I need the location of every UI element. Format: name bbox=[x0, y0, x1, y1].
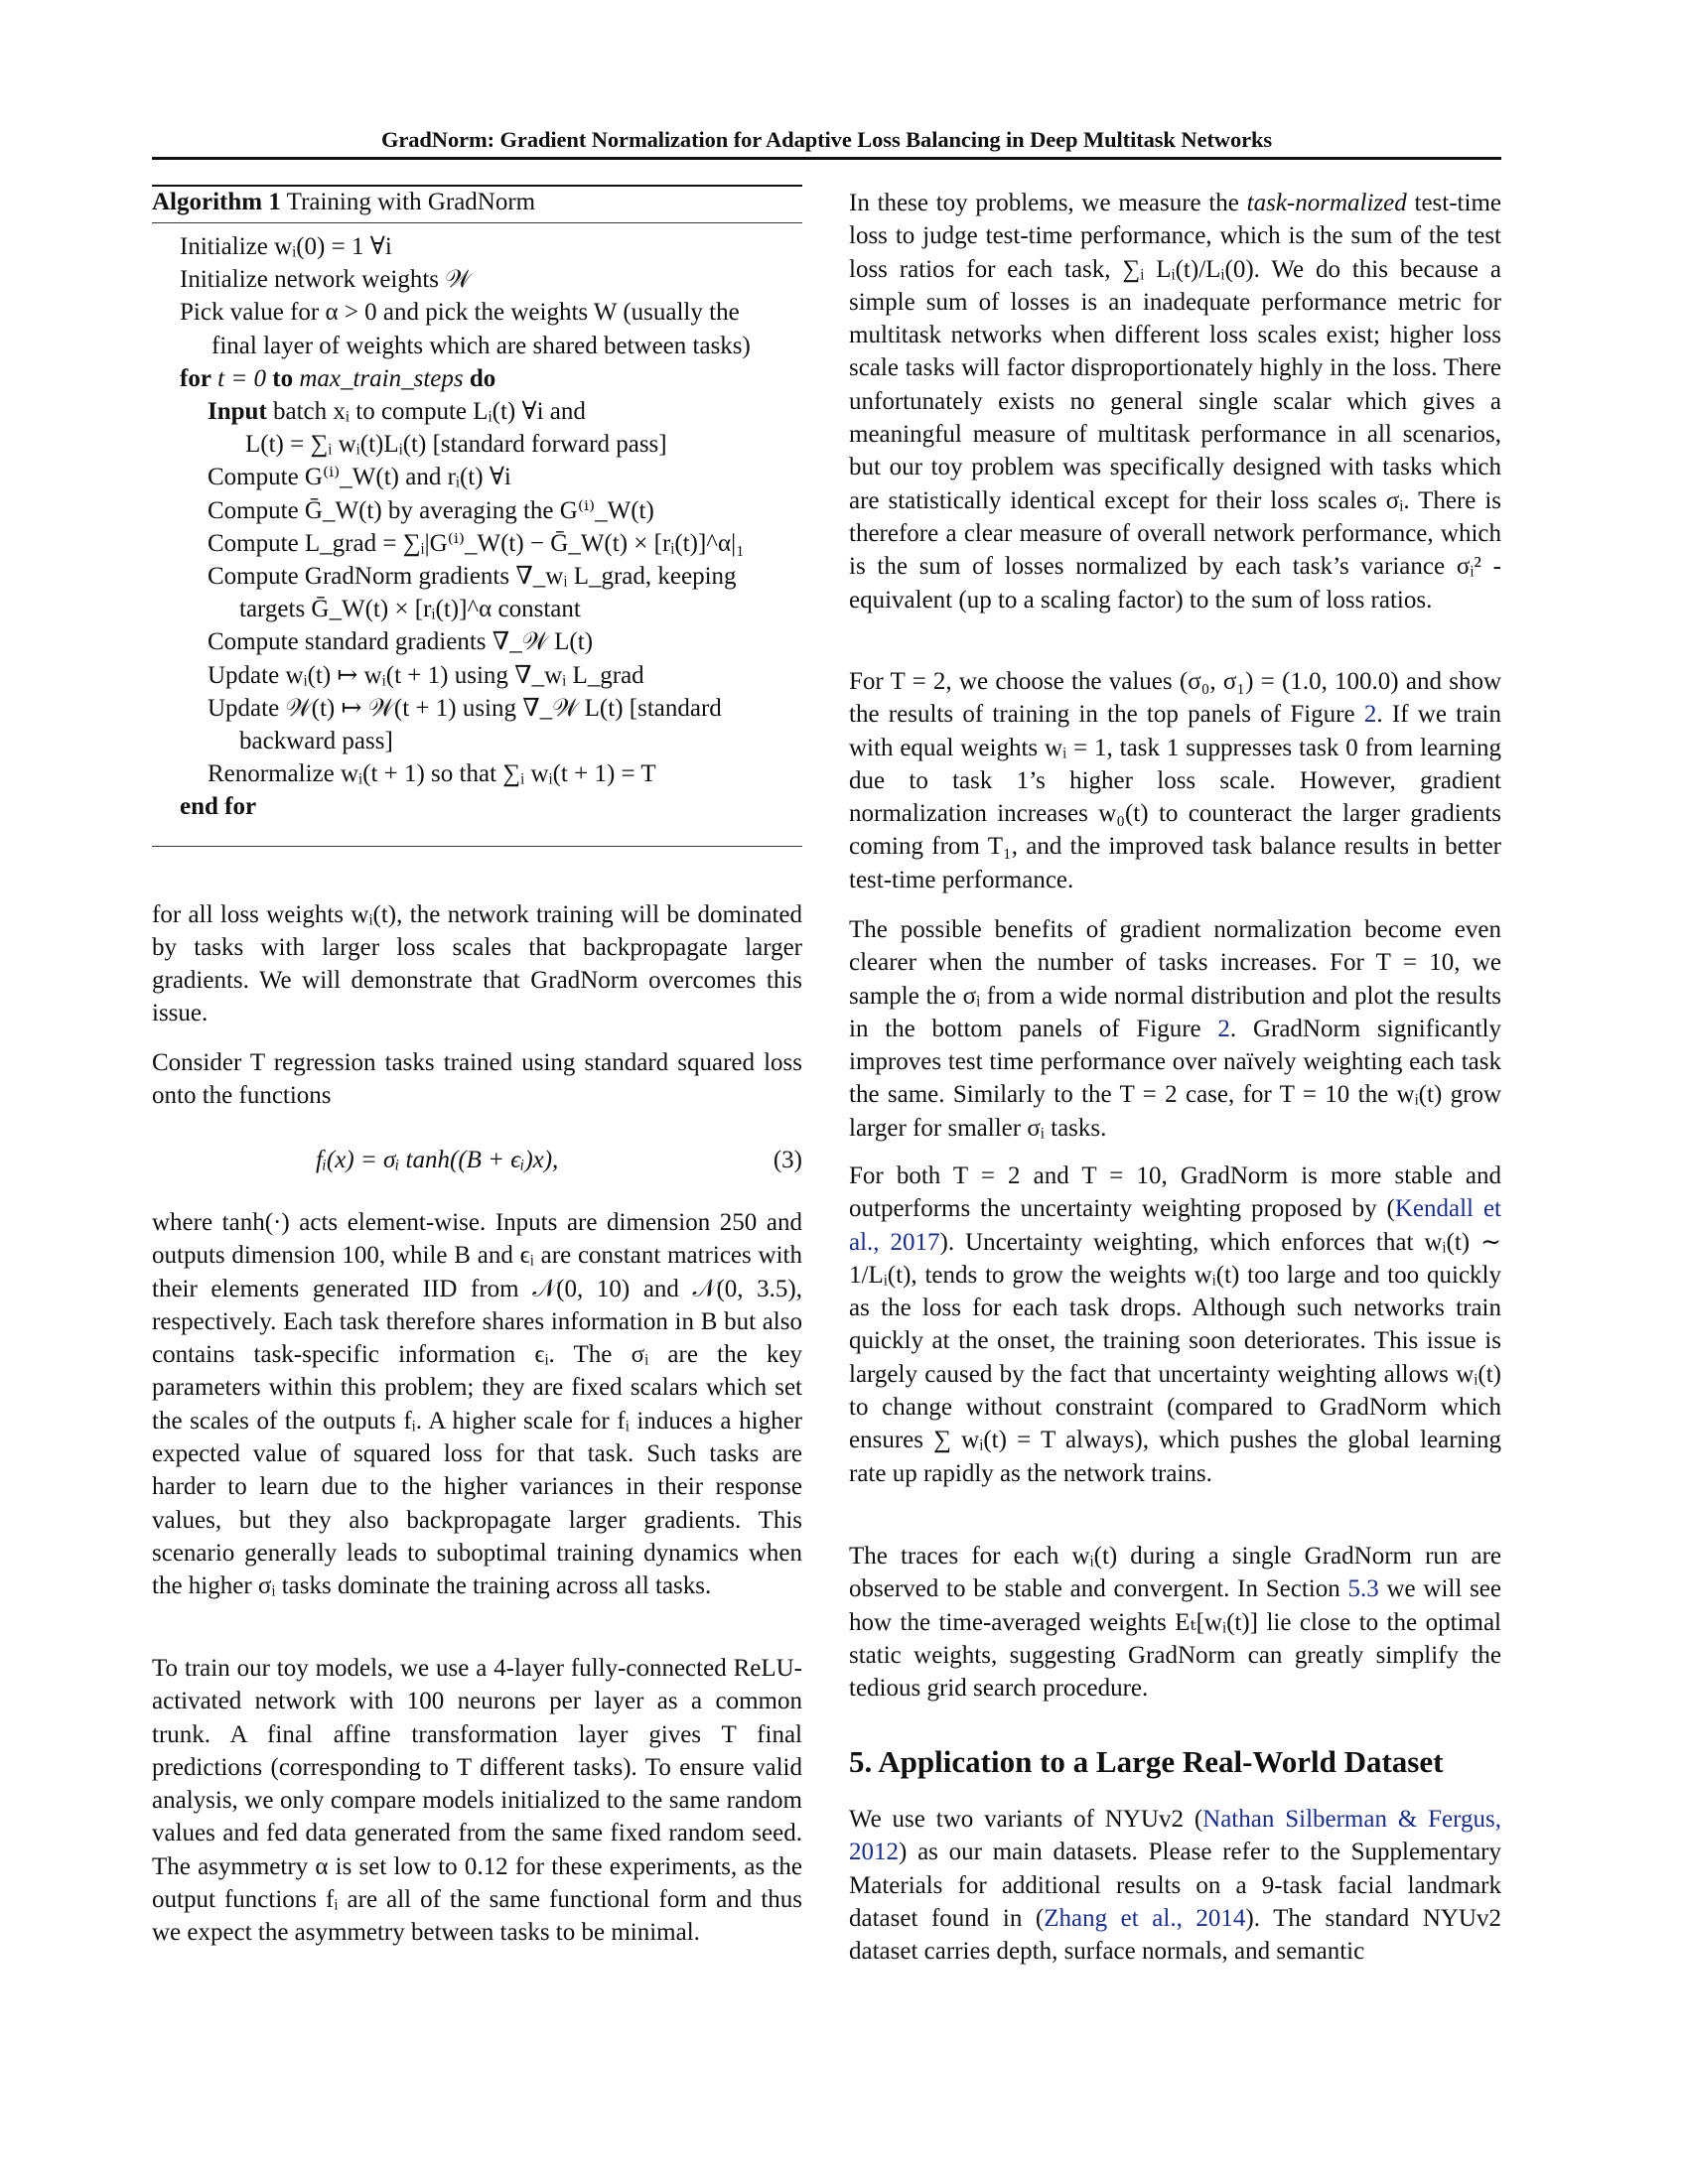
header-rule bbox=[152, 157, 1501, 160]
equation-3 bbox=[152, 1147, 802, 1180]
algorithm-expr: t = 0 bbox=[217, 364, 266, 392]
algorithm-bottom-rule bbox=[152, 846, 802, 847]
equation-number: (3) bbox=[773, 1147, 802, 1173]
body-paragraph: Consider T regression tasks trained using standard squared loss onto the functions bbox=[152, 1049, 802, 1109]
text-run: ). Uncertainty weighting, which enforces that wᵢ(t) ∼ 1/Lᵢ(t), tends to grow the weights wᵢ(t) too large and too quickly as the loss for each task drops. Although such networks train quickly at the onset, the training soon deteriorates. This issue is largely caused by the fact that uncertainty weighting allows wᵢ(t) to change without constraint (compared to GradNorm which ensures ∑ wᵢ(t) = T always), which pushes the global learning rate up rapidly as the network trains. bbox=[849, 1228, 1501, 1487]
section-link[interactable]: 5.3 bbox=[1347, 1575, 1379, 1603]
running-title: GradNorm: Gradient Normalization for Adaptive Loss Balancing in Deep Multitask Networks bbox=[380, 127, 1273, 152]
text-run: For both T = 2 and T = 10, GradNorm is more stable and outperforms the uncertainty weighting proposed by ( bbox=[849, 1162, 1501, 1223]
text-run: For T = 2, we choose the values (σ₀, σ₁) = (1.0, 100.0) and show the results of training in the top panels of Figure bbox=[849, 668, 1501, 729]
algorithm-line: Compute L_grad = ∑ᵢ|G⁽ⁱ⁾_W(t) − Ḡ_W(t) × [rᵢ(t)]^α|₁ bbox=[208, 529, 745, 557]
section-heading: 5. Application to a Large Real-World Dataset bbox=[849, 1744, 1444, 1779]
equation-body: fᵢ(x) = σᵢ tanh((B + ϵᵢ)x), bbox=[316, 1147, 559, 1173]
citation-link[interactable]: Nathan Silberman & Fergus, 2012 bbox=[849, 1806, 1501, 1866]
text-run: ). The standard NYUv2 dataset carries depth, surface normals, and semantic bbox=[849, 1904, 1501, 1966]
algorithm-line: Compute G⁽ⁱ⁾_W(t) and rᵢ(t) ∀i bbox=[208, 464, 511, 491]
text-run: The traces for each wᵢ(t) during a single GradNorm run are observed to be stable and convergent. In Section bbox=[849, 1543, 1501, 1603]
keyword-for: for bbox=[180, 364, 211, 392]
keyword-do: do bbox=[469, 364, 496, 392]
keyword-end-for: end for bbox=[180, 793, 257, 821]
algorithm-mid-rule bbox=[152, 222, 802, 223]
text-run: ) as our main datasets. Please refer to the Supplementary Materials for additional results on a 9-task facial landmark dataset found in ( bbox=[849, 1839, 1501, 1932]
algorithm-line: L(t) = ∑ᵢ wᵢ(t)Lᵢ(t) [standard forward pass] bbox=[245, 431, 667, 459]
body-paragraph bbox=[849, 1540, 1501, 1705]
citation-link[interactable]: Zhang et al., 2014 bbox=[1044, 1904, 1246, 1932]
body-paragraph bbox=[849, 187, 1501, 616]
algorithm-line: final layer of weights which are shared between tasks) bbox=[211, 332, 751, 359]
text-run: In these toy problems, we measure the bbox=[849, 190, 1247, 216]
body-paragraph bbox=[849, 913, 1501, 1145]
text-run: we will see how the time-averaged weights Eₜ[wᵢ(t)] lie close to the optimal static weights, suggesting GradNorm can greatly simplify the tedious grid search procedure. bbox=[849, 1575, 1501, 1703]
algorithm-line-for bbox=[152, 362, 802, 395]
algorithm-caption bbox=[152, 186, 535, 219]
text-run: . GradNorm significantly improves test time performance over naïvely weighting each task the same. Similarly to the T = 2 case, for T = 10 the wᵢ(t) grow larger for smaller σᵢ tasks. bbox=[849, 1015, 1501, 1142]
figure-link[interactable]: 2 bbox=[1363, 701, 1377, 729]
body-paragraph: for all loss weights wᵢ(t), the network training will be dominated by tasks with larger loss scales that backpropagate larger gradients. We will demonstrate that GradNorm overcomes this issue. bbox=[152, 901, 802, 1026]
emphasis: task-normalized bbox=[1246, 190, 1407, 216]
body-paragraph bbox=[849, 1160, 1501, 1490]
algorithm-line: Pick value for α > 0 and pick the weights W (usually the bbox=[180, 299, 740, 327]
text-run: The possible benefits of gradient normalization become even clearer when the number of tasks increases. For T = 10, we sample the σᵢ from a wide normal distribution and plot the results in the bottom panels of Figure bbox=[849, 916, 1501, 1042]
algorithm-line: Renormalize wᵢ(t + 1) so that ∑ᵢ wᵢ(t + 1) = T bbox=[208, 760, 656, 788]
citation-link[interactable]: Kendall et al., 2017 bbox=[849, 1195, 1501, 1256]
algorithm-line: Compute GradNorm gradients ∇_wᵢ L_grad, keeping bbox=[208, 563, 737, 591]
figure-link[interactable]: 2 bbox=[1217, 1015, 1230, 1042]
body-paragraph: where tanh(·) acts element-wise. Inputs are dimension 250 and outputs dimension 100, while B and ϵᵢ are constant matrices with their elements generated IID from 𝒩(0, 10) and 𝒩(0, 3.5), respectively. Each task therefore shares information in B but also contains task-specific information ϵᵢ. The σᵢ are the key parameters within this problem; they are fixed scalars which set the scales of the outputs fᵢ. A higher scale for fᵢ induces a higher expected value of squared loss for that task. Such tasks are harder to learn due to the higher variances in their response values, but they also backpropagate larger gradients. This scenario generally leads to suboptimal training dynamics when the higher σᵢ tasks dominate the training across all tasks. bbox=[152, 1209, 802, 1600]
text-run: test-time loss to judge test-time performance, which is the sum of the test loss ratios for each task, ∑ᵢ Lᵢ(t)/Lᵢ(0). We do this because a simple sum of losses is an inadequate performance metric for multitask networks when different loss scales exist; higher loss scale tasks will factor disproportionately highly in the loss. There unfortunately exists no general single scalar which gives a meaningful measure of multitask performance in all scenarios, but our toy problem was specifically designed with tasks which are statistically identical except for their loss scales σᵢ. There is therefore a clear measure of overall network performance, which is the sum of losses normalized by each task’s variance σᵢ² - equivalent (up to a scaling factor) to the sum of loss ratios. bbox=[849, 190, 1501, 614]
algorithm-line: Compute Ḡ_W(t) by averaging the G⁽ⁱ⁾_W(t) bbox=[208, 496, 654, 524]
algorithm-line: Compute standard gradients ∇_𝒲 L(t) bbox=[208, 628, 594, 656]
algorithm-line: Update 𝒲(t) ↦ 𝒲(t + 1) using ∇_𝒲 L(t) [standard bbox=[208, 694, 722, 722]
keyword-input: Input bbox=[208, 398, 267, 426]
algorithm-expr: max_train_steps bbox=[299, 364, 464, 392]
algorithm-line-input bbox=[152, 395, 802, 428]
algorithm-label: Algorithm 1 bbox=[152, 189, 281, 215]
algorithm-line: Update wᵢ(t) ↦ wᵢ(t + 1) using ∇_wᵢ L_grad bbox=[208, 661, 644, 689]
body-paragraph bbox=[849, 665, 1501, 896]
text-run: We use two variants of NYUv2 ( bbox=[849, 1806, 1203, 1833]
body-paragraph: To train our toy models, we use a 4-layer fully-connected ReLU-activated network with 100 neurons per layer as a common trunk. A final affine transformation layer gives T final predictions (corresponding to T different tasks). To ensure valid analysis, we only compare models initialized to the same random values and fed data generated from the same fixed random seed. The asymmetry α is set low to 0.12 for these experiments, as the output functions fᵢ are all of the same functional form and thus we expect the asymmetry between tasks to be minimal. bbox=[152, 1655, 802, 1947]
algorithm-title: Training with GradNorm bbox=[286, 189, 536, 215]
algorithm-line: backward pass] bbox=[239, 728, 393, 755]
algorithm-body bbox=[152, 230, 802, 824]
algorithm-line: targets Ḡ_W(t) × [rᵢ(t)]^α constant bbox=[239, 596, 581, 623]
body-paragraph bbox=[849, 1803, 1501, 1968]
text-run: . If we train with equal weights wᵢ = 1, task 1 suppresses task 0 from learning due to task 1’s higher loss scale. However, gradient normalization increases w₀(t) to counteract the larger gradients coming from T₁, and the improved task balance results in better test-time performance. bbox=[849, 701, 1501, 893]
algorithm-text: batch xᵢ to compute Lᵢ(t) ∀i and bbox=[273, 398, 586, 426]
algorithm-line: Initialize network weights 𝒲 bbox=[180, 266, 472, 294]
keyword-to: to bbox=[272, 364, 294, 392]
algorithm-line: Initialize wᵢ(0) = 1 ∀i bbox=[180, 233, 392, 260]
